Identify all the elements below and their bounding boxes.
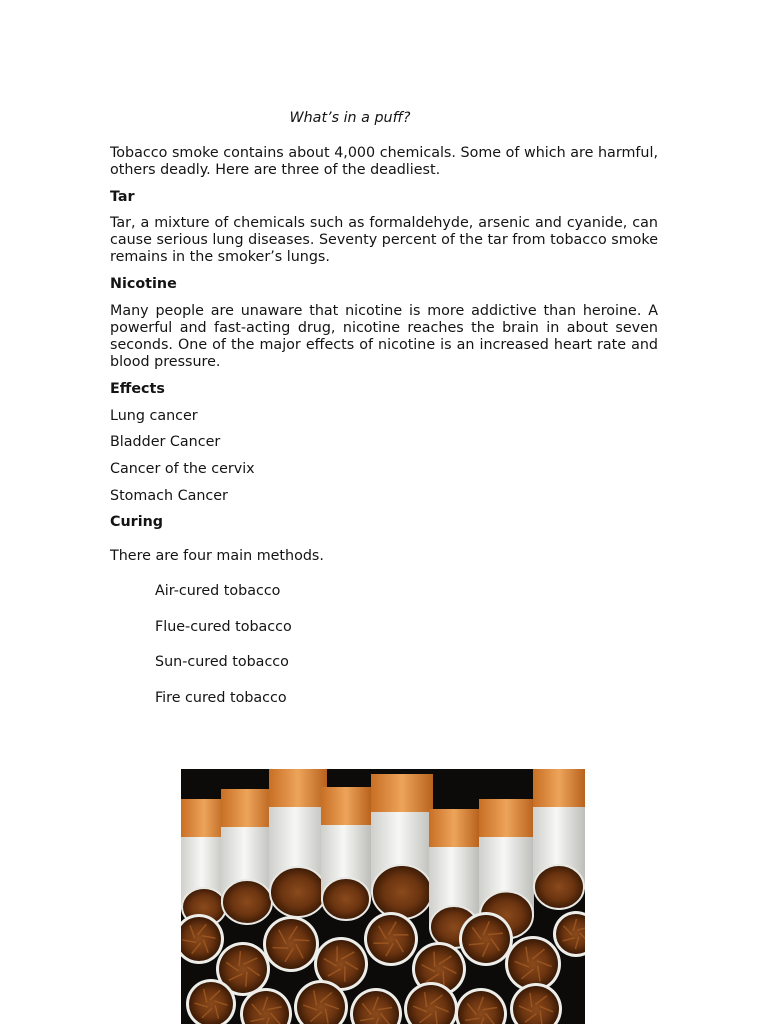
effects-heading: Effects	[110, 381, 165, 397]
curing-method-item: Fire cured tobacco	[155, 690, 287, 706]
curing-heading: Curing	[110, 514, 164, 530]
cigarette	[321, 787, 371, 920]
cigarette	[181, 799, 227, 926]
cigarette-end	[263, 916, 319, 972]
effects-item: Stomach Cancer	[110, 488, 228, 504]
cigarette	[533, 769, 585, 909]
nicotine-heading: Nicotine	[110, 276, 177, 292]
effects-item: Cancer of the cervix	[110, 461, 255, 477]
document-title: What’s in a puff?	[289, 110, 411, 126]
tar-paragraph: Tar, a mixture of chemicals such as formaldehyde, arsenic and cyanide, can cause serious lung diseases. Seventy percent of the tar from tobacco smoke remains in the smoker’s lungs.	[110, 215, 658, 265]
cigarette	[269, 769, 327, 917]
cigarette-end	[364, 912, 418, 966]
curing-method-item: Sun-cured tobacco	[155, 654, 289, 670]
cigarettes-photo	[181, 769, 585, 1024]
curing-method-item: Flue-cured tobacco	[155, 619, 292, 635]
cigarette-end	[459, 912, 513, 966]
curing-method-item: Air-cured tobacco	[155, 583, 281, 599]
curing-intro: There are four main methods.	[110, 548, 324, 564]
intro-paragraph: Tobacco smoke contains about 4,000 chemicals. Some of which are harmful, others deadly. Here are three of the deadliest.	[110, 145, 658, 178]
cigarette	[371, 774, 433, 919]
effects-item: Lung cancer	[110, 408, 198, 424]
nicotine-paragraph: Many people are unaware that nicotine is more addictive than heroine. A powerful and fast-acting drug, nicotine reaches the brain in about seven seconds. One of the major effects of nicotine is an increased heart rate and blood pressure.	[110, 303, 658, 370]
tar-heading: Tar	[110, 189, 135, 205]
cigarette	[221, 789, 273, 924]
effects-item: Bladder Cancer	[110, 434, 221, 450]
